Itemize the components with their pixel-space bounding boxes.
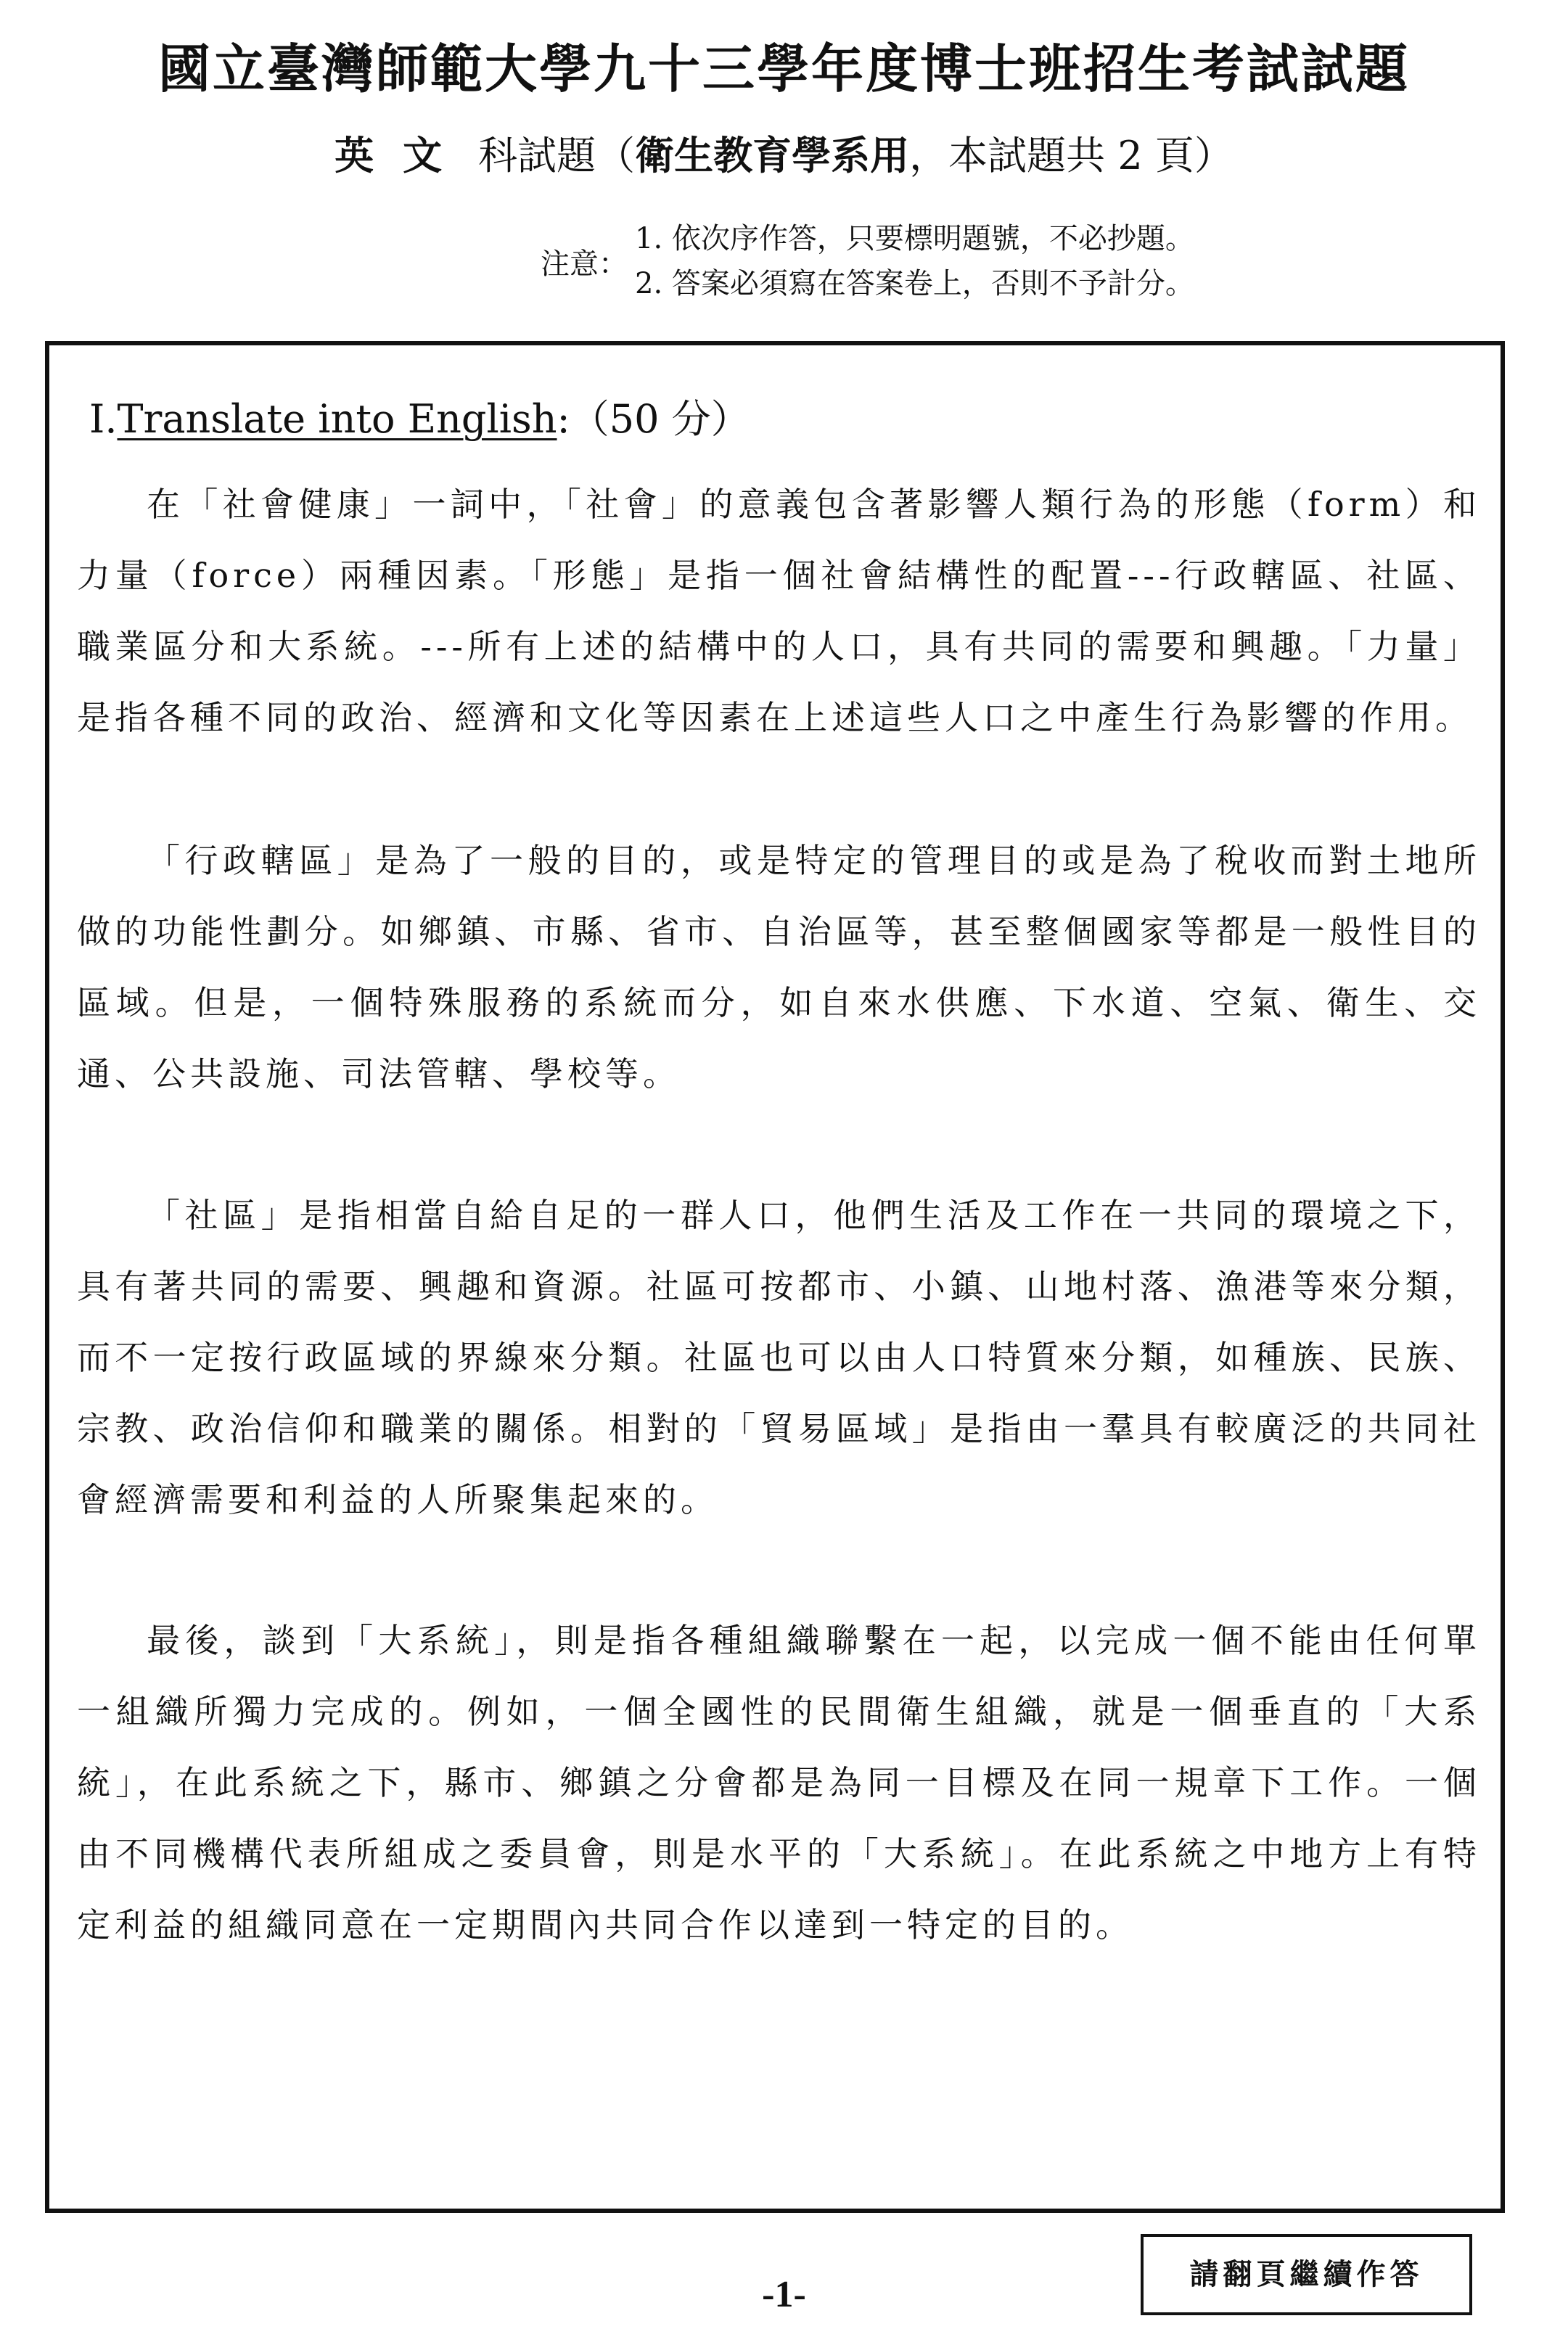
passage-paragraph-1: 在「社會健康」一詞中，「社會」的意義包含著影響人類行為的形態（form）和力量（force）兩種因素。「形態」是指一個社會結構性的配置---行政轄區、社區、職業區分和大系統。---所有上述的結構中的人口，具有共同的需要和興趣。「力量」是指各種不同的政治、經濟和文化等因素在上述這些人口之中產生行為影響的作用。 — [77, 485, 1481, 737]
section-points: :（50 分） — [557, 396, 750, 442]
department-name: 衛生教育學系用 — [635, 133, 910, 178]
passage-paragraph-3: 「社區」是指相當自給自足的一群人口，他們生活及工作在一共同的環境之下，具有著共同的需要、興趣和資源。社區可按都市、小鎮、山地村落、漁港等來分類，而不一定按行政區域的界線來分類。社區也可以由人口特質來分類，如種族、民族、宗教、政治信仰和職業的關係。相對的「貿易區域」是指由一羣具有較廣泛的共同社會經濟需要和利益的人所聚集起來的。 — [77, 1196, 1481, 1519]
subtitle-prefix: 科試題（ — [478, 133, 636, 178]
note-item: 1. 依次序作答，只要標明題號，不必抄題。 — [635, 222, 1194, 255]
passage-paragraph-2: 「行政轄區」是為了一般的目的，或是特定的管理目的或是為了稅收而對土地所做的功能性劃分。如鄉鎮、市縣、省市、自治區等，甚至整個國家等都是一般性目的區域。但是，一個特殊服務的系統而分，如自來水供應、下水道、空氣、衛生、交通、公共設施、司法管轄、學校等。 — [77, 841, 1481, 1093]
notes-list — [635, 216, 1194, 306]
note-item: 2. 答案必須寫在答案卷上，否則不予計分。 — [635, 267, 1194, 300]
section-number: I. — [89, 396, 118, 442]
section-instruction: Translate into English — [117, 396, 557, 442]
page-number: -1- — [762, 2274, 806, 2315]
exam-subtitle — [0, 127, 1568, 185]
exam-title: 國立臺灣師範大學九十三學年度博士班招生考試試題 — [157, 38, 1410, 99]
continue-note: 請翻頁繼續作答 — [1141, 2234, 1472, 2315]
exam-notes — [541, 216, 1520, 311]
passage-paragraph-4: 最後，談到「大系統」，則是指各種組織聯繫在一起，以完成一個不能由任何單一組織所獨力完成的。例如，一個全國性的民間衛生組織，就是一個垂直的「大系統」，在此系統之下，縣市、鄉鎮之分會都是為同一目標及在同一規章下工作。一個由不同機構代表所組成之委員會，則是水平的「大系統」。在此系統之中地方上有特定利益的組織同意在一定期間內共同合作以達到一特定的目的。 — [77, 1621, 1481, 1944]
section-heading — [89, 390, 750, 448]
notes-label: 注意： — [541, 247, 628, 281]
subtitle-suffix: ，本試題共 2 頁） — [909, 133, 1234, 178]
subject-name: 英文 — [334, 133, 472, 178]
question-frame — [45, 341, 1505, 2213]
